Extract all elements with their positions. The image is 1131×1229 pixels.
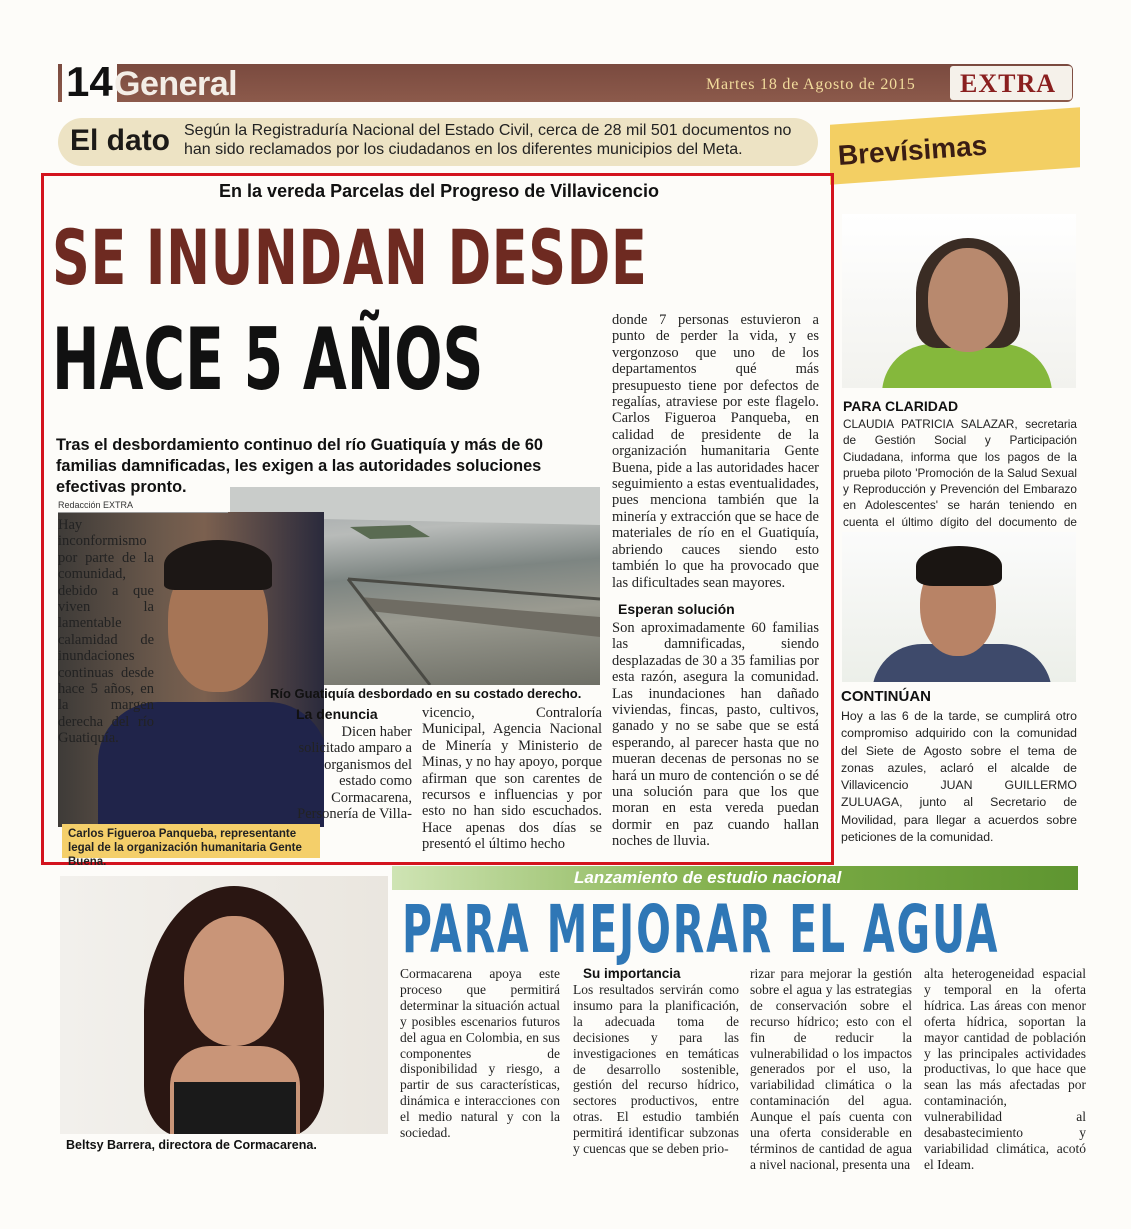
photo-dress [174, 1082, 296, 1134]
main-article-column-5: Son aproximadamente 60 familias las damnificadas, siendo desplazadas de 30 a 35 familias por esta razón, asegura la comunidad. Las inundaciones han dañado viviendas, fincas, pasto, cultivos, ganado y no se sabe que se está esperando, al parecer hasta que no mueran decenas de personas no se hará un muro de contención o se dé una solución para que los que moran en esta vereda puedan dormir en paz cuando hallan noches de lluvia. [612, 620, 819, 850]
second-article-headline: PARA MEJORAR EL AGUA [402, 891, 1000, 968]
main-article-column-3: vicencio, Contraloría Municipal, Agencia Nacional de Minería y Ministerio de Minas, y no hay apoyo, porque afirman que son carentes de recursos e influencias y por esto no han sido escuchados. Hace apenas dos días se presentó el último hecho [422, 705, 603, 853]
second-article-photo-caption: Beltsy Barrera, directora de Cormacarena. [66, 1138, 317, 1152]
main-article-deck: Tras el desbordamiento continuo del río Guatiquía y más de 60 familias damnificadas, les exigen a las autoridades soluciones efectivas pronto. [56, 435, 544, 496]
flood-photo-caption: Río Guatiquía desbordado en su costado derecho. [270, 686, 582, 701]
brand-logo-text: EXTRA [960, 69, 1057, 98]
person-hair [164, 540, 272, 590]
section-title: General [114, 65, 238, 103]
subhead-importancia: Su importancia [583, 966, 681, 981]
main-article-column-1: Hay inconformismo por parte de la comunidad, debido a que viven la lamentable calamidad de inundaciones continuas desde hace 5 años, en la margen derecha del río Guatiquía. [58, 517, 154, 747]
dato-text: Según la Registraduría Nacional del Estado Civil, cerca de 28 mil 501 documentos no han sido reclamados por los ciudadanos en los diferentes municipios del Meta. [184, 122, 792, 158]
main-headline-line1: SE INUNDAN DESDE [52, 213, 648, 302]
photo-face [928, 248, 1008, 352]
main-headline-line2: HACE 5 AÑOS [52, 310, 484, 410]
subhead-denuncia: La denuncia [296, 706, 378, 722]
page-number: 14 [62, 60, 117, 104]
brief-text-claridad: CLAUDIA PATRICIA SALAZAR, secretaria de Gestión Social y Participación Ciudadana, informa que los pagos de la prueba piloto 'Promoción de la Salud Sexual y Reproducción y Prevención del Embarazo en Adolescentes' se harán teniendo en cuenta el último dígito del documento de [843, 417, 1077, 529]
main-article-column-4: donde 7 personas estuvieron a punto de perder la vida, y es vergonzoso que uno de los departamentos qué más presupuesto tiene por defectos de regalías, atraviese por este flagelo. Carlos Figueroa Panqueba, en calidad de presidente de la organización humanitaria Gente Buena, pide a las autoridades hacer seguimiento a estas eventualidades, pues menciona también que la minería y extracción que se hace de materiales de río en el Guatiquía, abriendo cauces siendo esto también lo que ha provocado que las dificultades sean mayores. [612, 312, 819, 591]
issue-date: Martes 18 de Agosto de 2015 [706, 76, 916, 93]
second-article-column-3: rizar para mejorar la gestión sobre el agua y las estrategias de conservación sobre el recurso hídrico; esto con el fin de reducir la vulnerabilidad o los impactos generados por el uso, la variabilidad climática o la contaminación del agua. Aunque el país cuenta con una oferta considerable en términos de cantidad de agua a nivel nacional, presenta una [750, 966, 912, 1172]
second-article-column-4: alta heterogeneidad espacial y temporal en la oferta hídrica. Las áreas con menor oferta hídrica, soportan la mayor cantidad de población y las principales actividades productivas, lo que hace que sean las más afectadas por contaminación, vulnerabilidad al desabastecimiento y variabilidad climática, acotó el Ideam. [924, 966, 1086, 1172]
subhead-esperan-solucion: Esperan solución [618, 601, 735, 617]
person-photo-caption: Carlos Figueroa Panqueba, representante legal de la organización humanitaria Gente Buena. [62, 824, 320, 858]
second-article-column-1: Cormacarena apoya este proceso que permitirá determinar la situación actual y posibles escenarios futuros del agua en Colombia, en sus componentes de disponibilidad y riesgo, a partir de sus características, dinámica e interacciones con el medio natural y con la sociedad. [400, 966, 560, 1141]
brief-text-continuan: Hoy a las 6 de la tarde, se cumplirá otro compromiso adquirido con la comunidad del Siete de Agosto sobre el tema de zonas azules, aclaró el alcalde de Villavicencio JUAN GUILLERMO ZULUAGA, junto al Secretario de Movilidad, para llegar a acuerdos sobre peticiones de la comunidad. [841, 709, 1077, 845]
juan-zuluaga-photo [842, 532, 1076, 682]
beltsy-barrera-photo [60, 876, 388, 1134]
second-article-kicker: Lanzamiento de estudio nacional [574, 868, 842, 887]
brief-heading-claridad: PARA CLARIDAD [843, 398, 959, 414]
main-article-kicker: En la vereda Parcelas del Progreso de Villavicencio [219, 181, 659, 201]
dato-label: El dato [70, 124, 171, 157]
photo-face [184, 916, 284, 1046]
main-article-column-2: Dicen haber solicitado amparo a organismos del estado como Cormacarena, Personería de Villa- [297, 724, 412, 823]
photo-hair [916, 546, 1002, 586]
second-article-column-2: Los resultados servirán como insumo para la planificación, la adecuada toma de decisiones y para las investigaciones en temáticas de desarrollo sostenible, gestión del recurso hídrico, sectores productivos, entre otras. El estudio también permitirá identificar subzonas y cuencas que se deben prio- [573, 982, 739, 1157]
claudia-salazar-photo [842, 214, 1076, 388]
brief-heading-continuan: CONTINÚAN [841, 688, 931, 705]
byline: Redacción EXTRA [58, 500, 228, 513]
brevisimas-title: Brevísimas [836, 129, 989, 171]
